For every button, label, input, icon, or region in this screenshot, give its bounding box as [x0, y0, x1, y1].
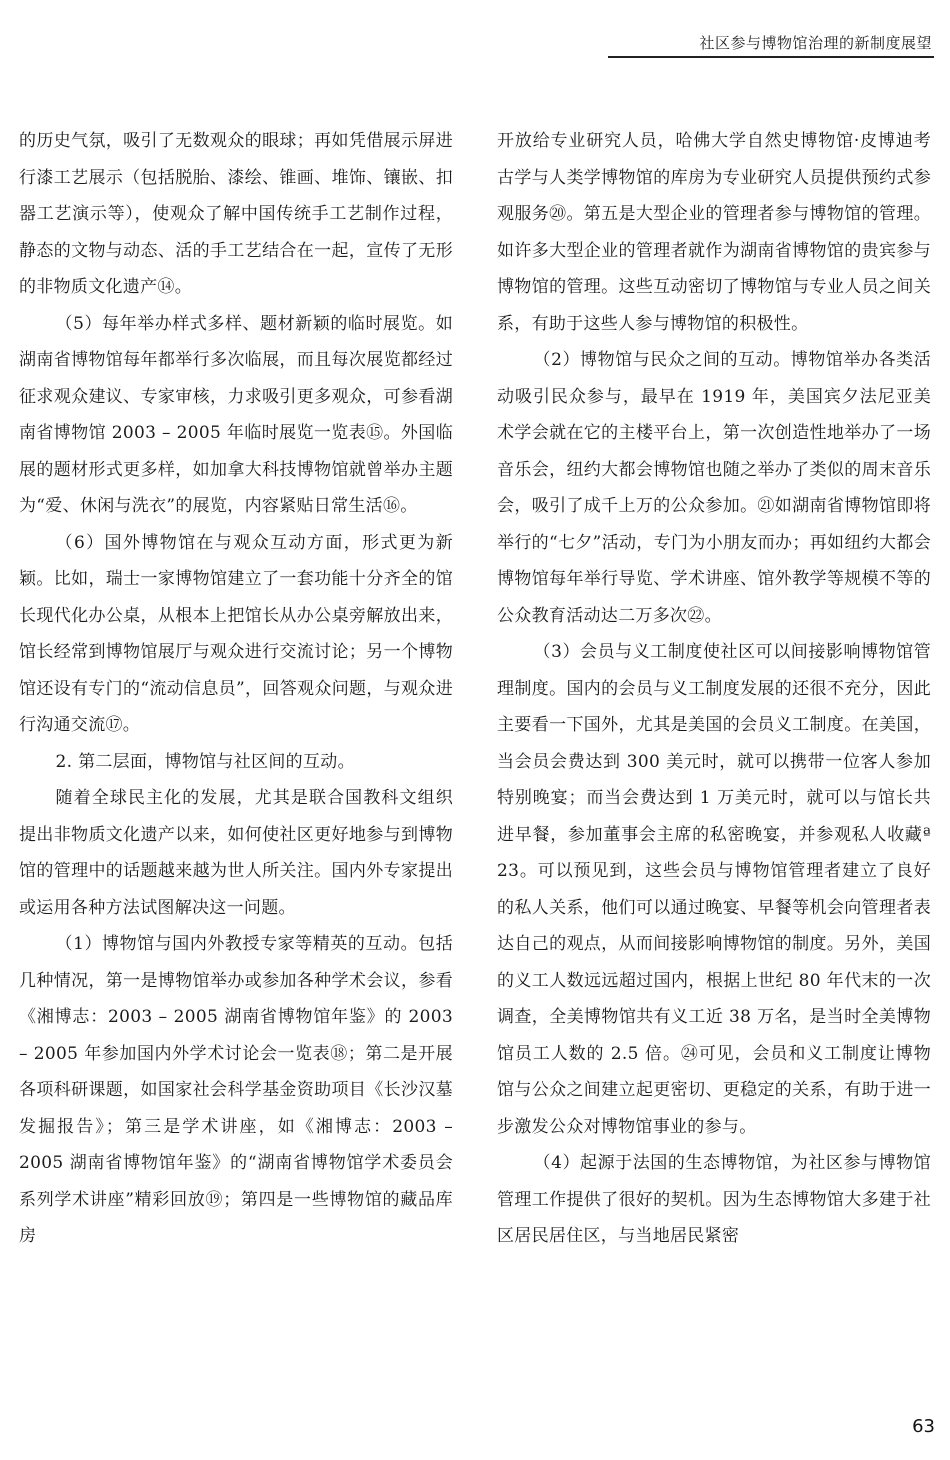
header-rule	[608, 56, 934, 58]
left-column	[19, 123, 453, 1255]
left-paragraph-3: （6）国外博物馆在与观众互动方面，形式更为新颖。比如，瑞士一家博物馆建立了一套功能十分齐全的馆长现代化办公桌，从根本上把馆长从办公桌旁解放出来，馆长经常到博物馆展厅与观众进行交流讨论；另一个博物馆还设有专门的“流动信息员”，回答观众问题，与观众进行沟通交流⑰。	[19, 532, 453, 735]
page-number: 63	[912, 1416, 935, 1437]
right-paragraph-2: （2）博物馆与民众之间的互动。博物馆举办各类活动吸引民众参与，最早在 1919 年，美国宾夕法尼亚美术学会就在它的主楼平台上，第一次创造性地举办了一场音乐会，纽约大都会博物馆也随之举办了类似的周末音乐会，吸引了成千上万的公众参加。㉑如湖南省博物馆即将举行的“七夕”活动，专门为小朋友而办；再如纽约大都会博物馆每年举行导览、学术讲座、馆外教学等规模不等的公众教育活动达二万多次㉒。	[497, 350, 931, 626]
right-paragraph-4: （4）起源于法国的生态博物馆，为社区参与博物馆管理工作提供了很好的契机。因为生态博物馆大多建于社区居民居住区，与当地居民紧密	[497, 1153, 931, 1246]
left-paragraph-1: 的历史气氛，吸引了无数观众的眼球；再如凭借展示屏进行漆工艺展示（包括脱胎、漆绘、锥画、堆饰、镶嵌、扣器工艺演示等），使观众了解中国传统手工艺制作过程，静态的文物与动态、活的手工艺结合在一起，宣传了无形的非物质文化遗产⑭。	[19, 131, 453, 297]
right-column	[497, 123, 931, 1255]
left-section-heading: 2. 第二层面，博物馆与社区间的互动。	[55, 751, 355, 772]
left-paragraph-5: 随着全球民主化的发展，尤其是联合国教科文组织提出非物质文化遗产以来，如何使社区更好地参与到博物馆的管理中的话题越来越为世人所关注。国内外专家提出或运用各种方法试图解决这一问题。	[19, 788, 453, 918]
left-paragraph-2: （5）每年举办样式多样、题材新颖的临时展览。如湖南省博物馆每年都举行多次临展，而且每次展览都经过征求观众建议、专家审核，力求吸引更多观众，可参看湖南省博物馆 2003 – 2005 年临时展览一览表⑮。外国临展的题材形式更多样，如加拿大科技博物馆就曾举办主题为“爱、休闲与洗衣”的展览，内容紧贴日常生活⑯。	[19, 313, 453, 516]
right-paragraph-1: 开放给专业研究人员，哈佛大学自然史博物馆·皮博迪考古学与人类学博物馆的库房为专业研究人员提供预约式参观服务⑳。第五是大型企业的管理者参与博物馆的管理。如许多大型企业的管理者就作为湖南省博物馆的贵宾参与博物馆的管理。这些互动密切了博物馆与专业人员之间关系，有助于这些人参与博物馆的积极性。	[497, 131, 931, 334]
running-head: 社区参与博物馆治理的新制度展望	[699, 34, 932, 52]
left-paragraph-6: （1）博物馆与国内外教授专家等精英的互动。包括几种情况，第一是博物馆举办或参加各种学术会议，参看《湘博志：2003 – 2005 湖南省博物馆年鉴》的 2003 – 2005 年参加国内外学术讨论会一览表⑱；第二是开展各项科研课题，如国家社会科学基金资助项目《长沙汉墓发掘报告》；第三是学术讲座，如《湘博志：2003 – 2005 湖南省博物馆年鉴》的“湖南省博物馆学术委员会系列学术讲座”精彩回放⑲；第四是一些博物馆的藏品库房	[19, 934, 453, 1246]
right-paragraph-3: （3）会员与义工制度使社区可以间接影响博物馆管理制度。国内的会员与义工制度发展的还很不充分，因此主要看一下国外，尤其是美国的会员义工制度。在美国，当会员会费达到 300 美元时，就可以携带一位客人参加特别晚宴；而当会费达到 1 万美元时，就可以与馆长共进早餐，参加董事会主席的私密晚宴，并参观私人收藏ª 23。可以预见到，这些会员与博物馆管理者建立了良好的私人关系，他们可以通过晚宴、早餐等机会向管理者表达自己的观点，从而间接影响博物馆的制度。另外，美国的义工人数远远超过国内，根据上世纪 80 年代末的一次调查，全美博物馆共有义工近 38 万名，是当时全美博物馆员工人数的 2.5 倍。㉔可见，会员和义工制度让博物馆与公众之间建立起更密切、更稳定的关系，有助于进一步激发公众对博物馆事业的参与。	[497, 642, 931, 1137]
